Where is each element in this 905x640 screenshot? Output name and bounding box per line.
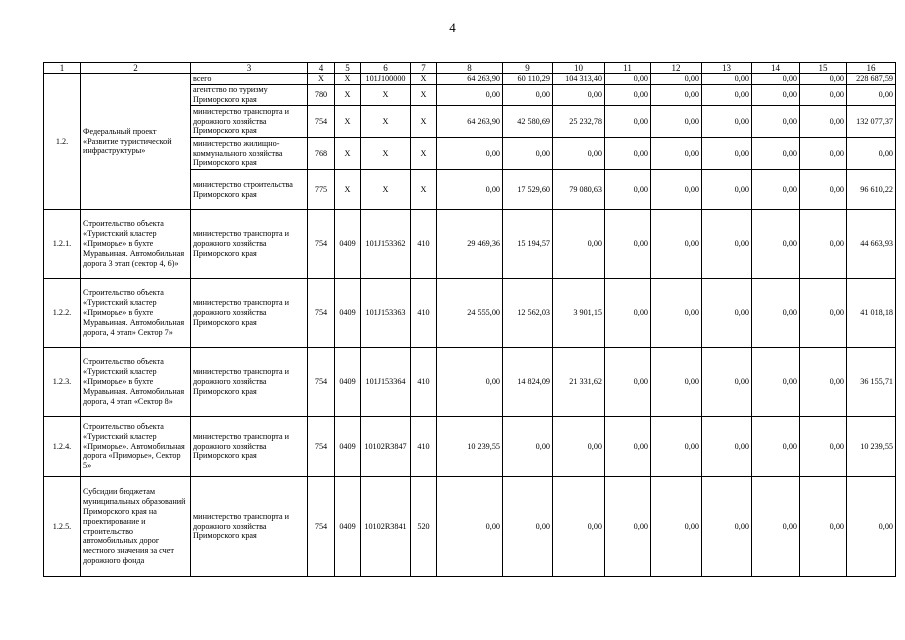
code-cell: Х [411, 106, 437, 138]
executor-cell: министерство транспорта и дорожного хозяйства Приморского края [191, 477, 308, 577]
code-cell: Х [361, 85, 411, 106]
code-cell: Х [361, 106, 411, 138]
value-cell: 0,00 [437, 85, 503, 106]
code-cell: 101J100000 [361, 74, 411, 85]
code-cell: 101J153364 [361, 348, 411, 417]
value-cell: 0,00 [752, 210, 800, 279]
column-header: 3 [191, 63, 308, 74]
code-cell: 410 [411, 348, 437, 417]
row-name: Строительство объекта «Туристский кластер «Приморье» в бухте Муравьиная. Автомобильная дорога, 4 этап» Сектор 7» [81, 279, 191, 348]
column-header: 16 [847, 63, 896, 74]
code-cell: 0409 [335, 477, 361, 577]
value-cell: 0,00 [800, 210, 847, 279]
value-cell: 0,00 [651, 477, 702, 577]
value-cell: 0,00 [651, 417, 702, 477]
value-cell: 0,00 [503, 477, 553, 577]
code-cell: Х [335, 74, 361, 85]
value-cell: 0,00 [651, 210, 702, 279]
value-cell: 104 313,40 [553, 74, 605, 85]
table-row [44, 477, 896, 577]
value-cell: 0,00 [752, 74, 800, 85]
column-header: 11 [605, 63, 651, 74]
value-cell: 0,00 [553, 210, 605, 279]
value-cell: 0,00 [800, 279, 847, 348]
value-cell: 29 469,36 [437, 210, 503, 279]
value-cell: 64 263,90 [437, 106, 503, 138]
executor-cell: министерство жилищно-коммунального хозяйства Приморского края [191, 138, 308, 170]
code-cell: 768 [308, 138, 335, 170]
value-cell: 79 080,63 [553, 170, 605, 210]
column-header: 13 [702, 63, 752, 74]
column-header: 2 [81, 63, 191, 74]
value-cell: 3 901,15 [553, 279, 605, 348]
executor-cell: всего [191, 74, 308, 85]
value-cell: 0,00 [752, 85, 800, 106]
value-cell: 0,00 [702, 170, 752, 210]
value-cell: 0,00 [651, 138, 702, 170]
value-cell: 0,00 [605, 477, 651, 577]
value-cell: 0,00 [847, 477, 896, 577]
code-cell: 775 [308, 170, 335, 210]
code-cell: Х [308, 74, 335, 85]
column-header: 1 [44, 63, 81, 74]
value-cell: 0,00 [651, 106, 702, 138]
value-cell: 14 824,09 [503, 348, 553, 417]
value-cell: 0,00 [702, 279, 752, 348]
value-cell: 0,00 [800, 138, 847, 170]
row-name: Субсидии бюджетам муниципальных образований Приморского края на проектирование и строительство автомобильных дорог местного значения за счет дорожного фонда [81, 477, 191, 577]
value-cell: 0,00 [847, 138, 896, 170]
code-cell: 754 [308, 477, 335, 577]
value-cell: 21 331,62 [553, 348, 605, 417]
value-cell: 0,00 [605, 170, 651, 210]
section-name: Федеральный проект «Развитие туристической инфраструктуры» [81, 74, 191, 210]
value-cell: 0,00 [752, 348, 800, 417]
value-cell: 0,00 [503, 417, 553, 477]
code-cell: 410 [411, 279, 437, 348]
code-cell: 10102R3841 [361, 477, 411, 577]
value-cell: 132 077,37 [847, 106, 896, 138]
code-cell: 0409 [335, 279, 361, 348]
column-header: 5 [335, 63, 361, 74]
value-cell: 0,00 [800, 348, 847, 417]
code-cell: Х [411, 85, 437, 106]
value-cell: 36 155,71 [847, 348, 896, 417]
value-cell: 0,00 [702, 348, 752, 417]
table-row [44, 210, 896, 279]
value-cell: 0,00 [651, 85, 702, 106]
executor-cell: министерство строительства Приморского края [191, 170, 308, 210]
value-cell: 0,00 [800, 477, 847, 577]
value-cell: 228 687,59 [847, 74, 896, 85]
value-cell: 0,00 [605, 417, 651, 477]
executor-cell: агентство по туризму Приморского края [191, 85, 308, 106]
value-cell: 0,00 [800, 417, 847, 477]
value-cell: 44 663,93 [847, 210, 896, 279]
value-cell: 0,00 [752, 279, 800, 348]
code-cell: 101J153362 [361, 210, 411, 279]
code-cell: 0409 [335, 210, 361, 279]
value-cell: 10 239,55 [437, 417, 503, 477]
value-cell: 0,00 [651, 348, 702, 417]
executor-cell: министерство транспорта и дорожного хозяйства Приморского края [191, 106, 308, 138]
code-cell: 754 [308, 417, 335, 477]
code-cell: 754 [308, 106, 335, 138]
value-cell: 0,00 [752, 106, 800, 138]
value-cell: 0,00 [437, 170, 503, 210]
value-cell: 0,00 [553, 477, 605, 577]
value-cell: 60 110,29 [503, 74, 553, 85]
value-cell: 0,00 [605, 138, 651, 170]
value-cell: 0,00 [752, 477, 800, 577]
value-cell: 0,00 [752, 170, 800, 210]
code-cell: Х [361, 170, 411, 210]
page-number: 4 [449, 20, 456, 35]
value-cell: 0,00 [702, 106, 752, 138]
value-cell: 0,00 [702, 210, 752, 279]
code-cell: Х [335, 85, 361, 106]
value-cell: 64 263,90 [437, 74, 503, 85]
header-row [44, 63, 896, 74]
row-name: Строительство объекта «Туристский кластер «Приморье» в бухте Муравьиная. Автомобильная дорога 3 этап (сектор 4, 6)» [81, 210, 191, 279]
code-cell: Х [361, 138, 411, 170]
executor-cell: министерство транспорта и дорожного хозяйства Приморского края [191, 417, 308, 477]
value-cell: 0,00 [437, 138, 503, 170]
value-cell: 0,00 [553, 85, 605, 106]
row-number: 1.2.1. [44, 210, 81, 279]
value-cell: 0,00 [800, 74, 847, 85]
table-row [44, 417, 896, 477]
row-number: 1.2.5. [44, 477, 81, 577]
table-row [44, 279, 896, 348]
value-cell: 0,00 [605, 74, 651, 85]
value-cell: 0,00 [752, 138, 800, 170]
value-cell: 0,00 [553, 138, 605, 170]
code-cell: 101J153363 [361, 279, 411, 348]
value-cell: 0,00 [605, 85, 651, 106]
code-cell: 754 [308, 279, 335, 348]
code-cell: 780 [308, 85, 335, 106]
value-cell: 10 239,55 [847, 417, 896, 477]
value-cell: 0,00 [651, 170, 702, 210]
code-cell: Х [411, 74, 437, 85]
code-cell: 520 [411, 477, 437, 577]
executor-cell: министерство транспорта и дорожного хозяйства Приморского края [191, 348, 308, 417]
column-header: 8 [437, 63, 503, 74]
value-cell: 0,00 [605, 106, 651, 138]
column-header: 6 [361, 63, 411, 74]
value-cell: 41 018,18 [847, 279, 896, 348]
code-cell: 410 [411, 417, 437, 477]
budget-table [43, 62, 896, 577]
value-cell: 0,00 [800, 170, 847, 210]
table-row [44, 348, 896, 417]
executor-cell: министерство транспорта и дорожного хозяйства Приморского края [191, 210, 308, 279]
column-header: 15 [800, 63, 847, 74]
value-cell: 0,00 [752, 417, 800, 477]
code-cell: Х [411, 138, 437, 170]
value-cell: 15 194,57 [503, 210, 553, 279]
value-cell: 0,00 [437, 477, 503, 577]
column-header: 7 [411, 63, 437, 74]
value-cell: 42 580,69 [503, 106, 553, 138]
value-cell: 0,00 [605, 348, 651, 417]
code-cell: 410 [411, 210, 437, 279]
row-name: Строительство объекта «Туристский кластер «Приморье» в бухте Муравьиная. Автомобильная дорога, 4 этап «Сектор 8» [81, 348, 191, 417]
column-header: 14 [752, 63, 800, 74]
code-cell: 754 [308, 210, 335, 279]
executor-cell: министерство транспорта и дорожного хозяйства Приморского края [191, 279, 308, 348]
code-cell: 754 [308, 348, 335, 417]
value-cell: 0,00 [503, 85, 553, 106]
value-cell: 0,00 [651, 279, 702, 348]
code-cell: Х [335, 138, 361, 170]
code-cell: 0409 [335, 348, 361, 417]
section-number: 1.2. [44, 74, 81, 210]
value-cell: 0,00 [651, 74, 702, 85]
value-cell: 0,00 [702, 85, 752, 106]
row-number: 1.2.4. [44, 417, 81, 477]
value-cell: 25 232,78 [553, 106, 605, 138]
value-cell: 24 555,00 [437, 279, 503, 348]
row-number: 1.2.2. [44, 279, 81, 348]
code-cell: Х [411, 170, 437, 210]
table-body [44, 63, 896, 577]
value-cell: 0,00 [553, 417, 605, 477]
code-cell: 10102R3847 [361, 417, 411, 477]
code-cell: Х [335, 170, 361, 210]
value-cell: 0,00 [503, 138, 553, 170]
value-cell: 0,00 [605, 210, 651, 279]
value-cell: 0,00 [702, 74, 752, 85]
row-name: Строительство объекта «Туристский кластер «Приморье». Автомобильная дорога «Приморье», Сектор 5» [81, 417, 191, 477]
value-cell: 0,00 [605, 279, 651, 348]
value-cell: 0,00 [702, 138, 752, 170]
section-row [44, 74, 896, 85]
column-header: 4 [308, 63, 335, 74]
value-cell: 0,00 [800, 85, 847, 106]
value-cell: 0,00 [437, 348, 503, 417]
code-cell: 0409 [335, 417, 361, 477]
row-number: 1.2.3. [44, 348, 81, 417]
value-cell: 12 562,03 [503, 279, 553, 348]
column-header: 12 [651, 63, 702, 74]
value-cell: 96 610,22 [847, 170, 896, 210]
value-cell: 17 529,60 [503, 170, 553, 210]
column-header: 9 [503, 63, 553, 74]
value-cell: 0,00 [800, 106, 847, 138]
code-cell: Х [335, 106, 361, 138]
value-cell: 0,00 [847, 85, 896, 106]
value-cell: 0,00 [702, 477, 752, 577]
column-header: 10 [553, 63, 605, 74]
value-cell: 0,00 [702, 417, 752, 477]
